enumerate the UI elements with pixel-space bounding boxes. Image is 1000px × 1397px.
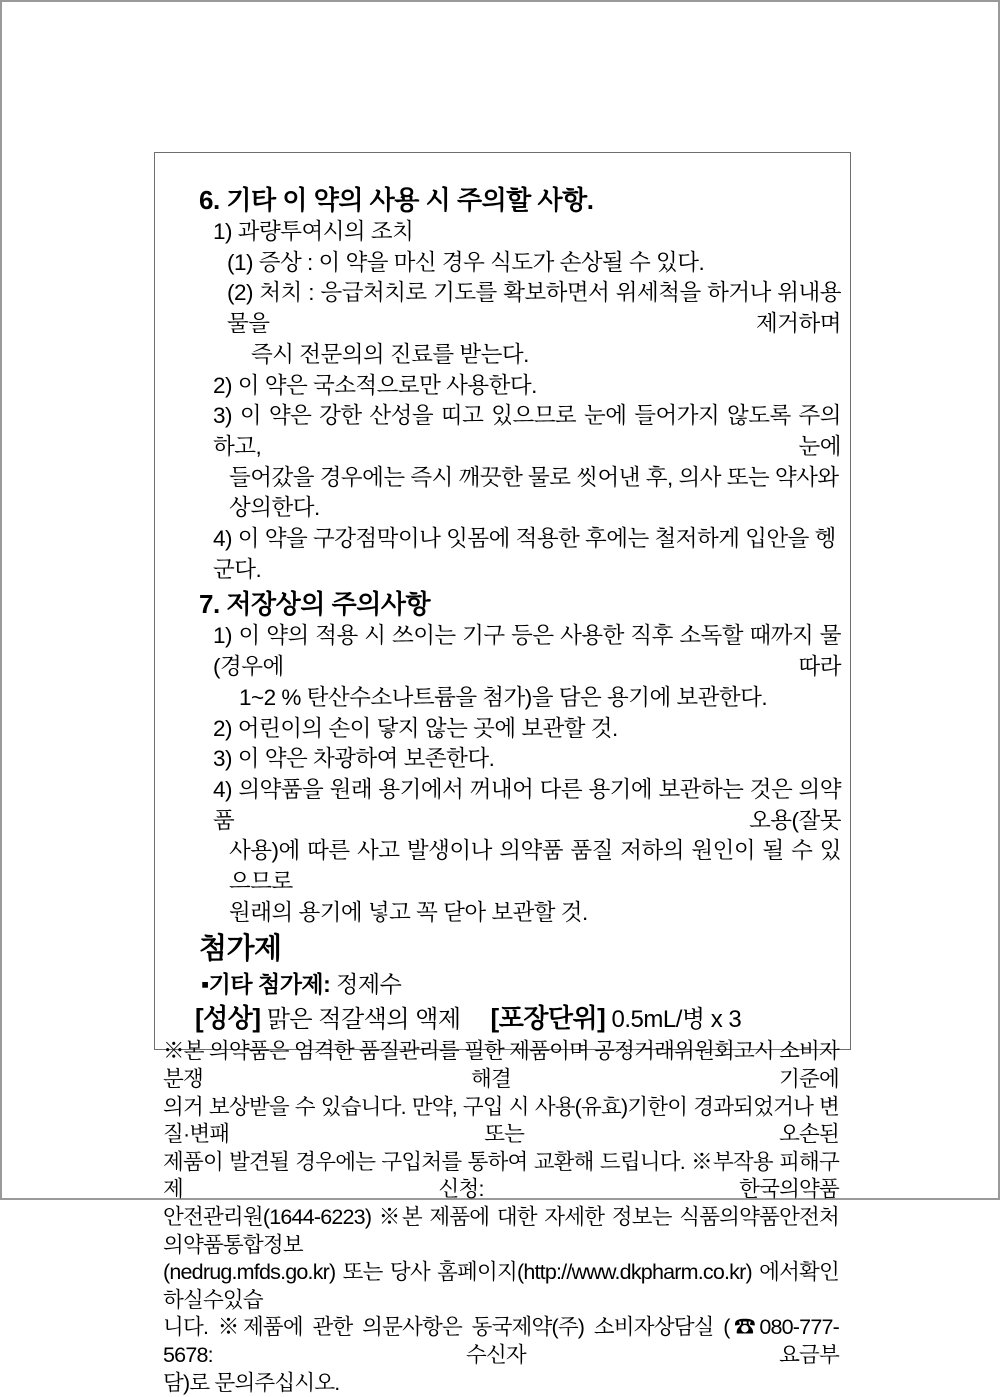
text-segment: 0.5mL/병 x 3 [605,1006,742,1034]
phone-icon: ☎ [729,1315,760,1340]
text-segment: 기타 첨가제: [208,971,331,998]
text-segment: [성상] [195,1003,261,1034]
additive-detail-line [155,968,850,1000]
fine-print-line: (nedrug.mfds.go.kr) 또는 당사 홈페이지(http://www.dkpharm.co.kr) 에서확인하실수있습 [163,1260,839,1312]
list-item: 3) 이 약은 차광하여 보존한다. [213,746,495,772]
text-segment: 080-777-5678: 수신자 요금부 [163,1315,839,1367]
text-segment: [포장단위] [490,1003,606,1034]
list-item: 1) 과량투여시의 조치 [213,219,414,244]
text-segment: 니다. ※제품에 관한 의문사항은 동국제약(주) 소비자상담실 ( [163,1315,730,1340]
list-item: 2) 이 약은 국소적으로만 사용한다. [213,372,537,398]
fine-print-line: 담)로 문의주십시오. [163,1370,340,1395]
text-segment: 정제수 [330,971,402,998]
list-item-continuation: 1~2 % 탄산수소나트륨을 첨가)을 담은 용기에 보관한다. [239,684,768,710]
sub-list-item: (1) 증상 : 이 약을 마신 경우 식도가 손상될 수 있다. [227,249,705,275]
list-item-continuation: 들어갔을 경우에는 즉시 깨끗한 물로 씻어낸 후, 의사 또는 약사와 상의한다. [229,464,839,521]
list-item: 1) 이 약의 적용 시 쓰이는 기구 등은 사용한 직후 소독할 때까지 물(경우에 따라 [213,623,841,680]
text-segment: 맑은 적갈색의 액제 [260,1006,461,1034]
section-heading: 6. 기타 이 약의 사용 시 주의할 사항. [199,185,594,215]
list-item: 4) 이 약을 구강점막이나 잇몸에 적용한 후에는 철저하게 입안을 헹군다. [213,526,836,582]
fine-print-line: 의거 보상받을 수 있습니다. 만약, 구입 시 사용(유효)기한이 경과되었거나 변질·변패 또는 오손된 [163,1094,839,1147]
fine-print-line [155,1314,850,1369]
fine-print-line: 안전관리원(1644-6223) ※본 제품에 대한 자세한 정보는 식품의약품안전처의약품통합정보 [163,1205,839,1257]
sub-list-item: (2) 처치 : 응급처치로 기도를 확보하면서 위세척을 하거나 위내용물을 제거하며 [227,280,841,337]
list-item: 4) 의약품을 원래 용기에서 꺼내어 다른 용기에 보관하는 것은 의약품 오용(잘못 [213,776,841,833]
sub-list-item-continuation: 즉시 전문의의 진료를 받는다. [251,341,529,367]
appearance-packaging-line [155,1000,850,1038]
list-item: 3) 이 약은 강한 산성을 띠고 있으므로 눈에 들어가지 않도록 주의하고, 눈에 [213,403,841,459]
list-item: 2) 어린이의 손이 닿지 않는 곳에 보관할 것. [213,715,618,741]
list-item-continuation: 원래의 용기에 넣고 꼭 닫아 보관할 것. [229,899,588,925]
bullet-square-icon: ▪ [201,971,209,998]
drug-label-box [154,152,851,1395]
list-item-continuation: 사용)에 따른 사고 발생이나 의약품 품질 저하의 원인이 될 수 있으므로 [229,838,841,895]
fine-print-line: ※본 의약품은 엄격한 품질관리를 필한 제품이며 공정거래위원회고시 소비자분쟁 해결 기준에 [163,1039,839,1092]
additives-heading: 첨가제 [199,933,282,966]
fine-print-line: 제품이 발견될 경우에는 구입처를 통하여 교환해 드립니다. ※부작용 피해구제 신청: 한국의약품 [163,1149,839,1202]
section-heading: 7. 저장상의 주의사항 [199,589,431,620]
